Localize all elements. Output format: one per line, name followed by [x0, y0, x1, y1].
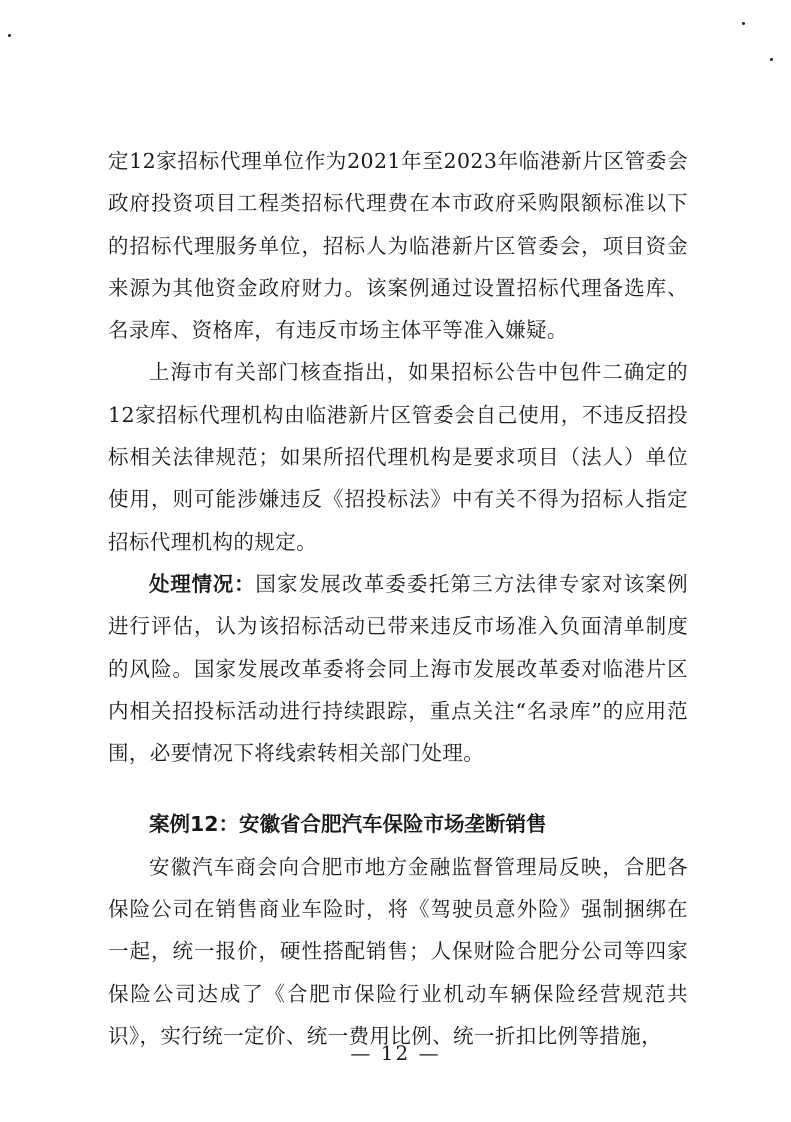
case-heading: 案例12：安徽省合肥汽车保险市场垄断销售	[149, 812, 547, 837]
handling-text: 国家发展改革委委托第三方法律专家对该案例进行评估，认为该招标活动已带来违反市场准入负面清单制度的风险。国家发展改革委将会同上海市发展改革委对临港片区内相关招投标活动进行持续跟踪，重点关注“名录库”的应用范围，必要情况下将线索转相关部门处理。	[108, 571, 689, 766]
scan-speck	[742, 22, 745, 25]
scan-speck	[770, 58, 773, 61]
scan-speck	[8, 34, 11, 37]
paragraph-continued: 定12家招标代理单位作为2021年至2023年临港新片区管委会政府投资项目工程类招标代理费在本市政府采购限额标准以下的招标代理服务单位，招标人为临港新片区管委会，项目资金来源为其他资金政府财力。该案例通过设置招标代理备选库、名录库、资格库，有违反市场主体平等准入嫌疑。	[108, 149, 688, 343]
paragraph-handling	[108, 563, 688, 774]
handling-label: 处理情况：	[149, 571, 256, 596]
paragraph-case-12: 安徽汽车商会向合肥市地方金融监督管理局反映，合肥各保险公司在销售商业车险时，将《驾驶员意外险》强制捆绑在一起，统一报价，硬性搭配销售；人保财险合肥分公司等四家保险公司达成了《合肥市保险行业机动车辆保险经营规范共识》，实行统一定价、统一费用比例、统一折扣比例等措施，	[108, 854, 688, 1048]
page-number: — 12 —	[350, 1041, 441, 1065]
paragraph-verification: 上海市有关部门核查指出，如果招标公告中包件二确定的12家招标代理机构由临港新片区管委会自己使用，不违反招投标相关法律规范；如果所招代理机构是要求项目（法人）单位使用，则可能涉嫌违反《招投标法》中有关不得为招标人指定招标代理机构的规定。	[108, 360, 688, 554]
document-body	[108, 140, 688, 1057]
